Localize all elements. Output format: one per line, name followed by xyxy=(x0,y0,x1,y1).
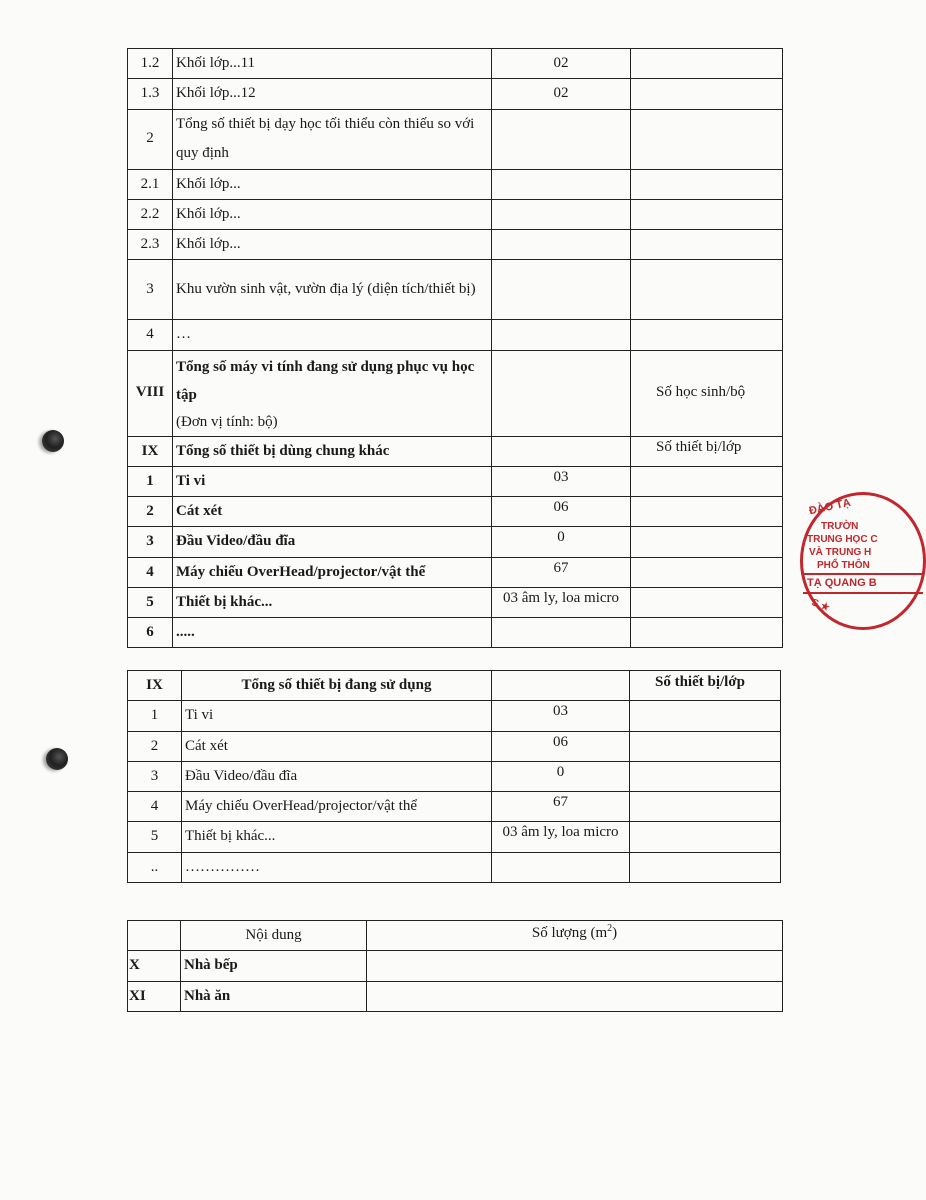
row-number: 2 xyxy=(128,497,173,527)
row-value xyxy=(492,169,631,199)
row-value: 03 xyxy=(492,466,631,496)
row-note: Số thiết bị/lớp xyxy=(631,436,783,466)
row-content: Đầu Video/đầu đĩa xyxy=(182,761,492,791)
row-number: 1.3 xyxy=(128,79,173,109)
row-number: 2 xyxy=(128,109,173,169)
row-value xyxy=(367,951,783,981)
row-content: Thiết bị khác... xyxy=(182,822,492,852)
header-note: Số thiết bị/lớp xyxy=(630,671,781,701)
row-content: Cát xét xyxy=(173,497,492,527)
row-note xyxy=(631,527,783,557)
row-value: 06 xyxy=(492,497,631,527)
stamp-text: TRƯỜN xyxy=(821,521,859,532)
row-content: … xyxy=(173,320,492,350)
row-note xyxy=(630,852,781,882)
table-row xyxy=(128,981,783,1011)
row-value xyxy=(492,199,631,229)
stamp-divider xyxy=(803,573,923,575)
row-note xyxy=(630,792,781,822)
row-value xyxy=(367,981,783,1011)
table-row xyxy=(128,466,783,496)
row-content: Tổng số thiết bị dạy học tối thiểu còn thiếu so với quy định xyxy=(173,109,492,169)
stamp-text: TRUNG HỌC C xyxy=(807,534,878,545)
table-row xyxy=(128,951,783,981)
row-number: 5 xyxy=(128,587,173,617)
row-number: 1 xyxy=(128,701,182,731)
row-content: Đầu Video/đầu đĩa xyxy=(173,527,492,557)
table-row xyxy=(128,527,783,557)
stamp-text: VÀ TRUNG H xyxy=(809,547,872,558)
row-value: 02 xyxy=(492,79,631,109)
row-number: 2.3 xyxy=(128,230,173,260)
table-header-row xyxy=(128,921,783,951)
row-number: 2.1 xyxy=(128,169,173,199)
table-row xyxy=(128,350,783,436)
row-value xyxy=(492,109,631,169)
row-value xyxy=(492,260,631,320)
stamp-text: ĐÀO TẠ xyxy=(808,496,852,518)
row-note xyxy=(630,701,781,731)
row-note xyxy=(631,466,783,496)
table-row xyxy=(128,731,781,761)
row-number: IX xyxy=(128,436,173,466)
row-value: 02 xyxy=(492,49,631,79)
table-row xyxy=(128,79,783,109)
row-content: Khối lớp...11 xyxy=(173,49,492,79)
header-value-text: Số lượng (m xyxy=(531,925,608,941)
row-value xyxy=(492,436,631,466)
row-number: 2 xyxy=(128,731,182,761)
table-row xyxy=(128,436,783,466)
stamp-text: TẠ QUANG B xyxy=(807,577,877,589)
row-number: 2.2 xyxy=(128,199,173,229)
header-value-end: ) xyxy=(612,925,618,941)
header-content: Nội dung xyxy=(181,921,367,951)
school-stamp xyxy=(800,492,926,630)
row-number: 4 xyxy=(128,320,173,350)
table-row xyxy=(128,320,783,350)
row-note xyxy=(630,731,781,761)
row-number: .. xyxy=(128,852,182,882)
table-row xyxy=(128,792,781,822)
table-row xyxy=(128,199,783,229)
row-content: Cát xét xyxy=(182,731,492,761)
table-row xyxy=(128,587,783,617)
row-note xyxy=(631,260,783,320)
row-content: Khối lớp...12 xyxy=(173,79,492,109)
row-value xyxy=(492,618,631,648)
row-content: Máy chiếu OverHead/projector/vật thể xyxy=(182,792,492,822)
row-content: Nhà ăn xyxy=(181,981,367,1011)
row-content: Ti vi xyxy=(173,466,492,496)
row-number: VIII xyxy=(128,350,173,436)
row-content: ..... xyxy=(173,618,492,648)
row-note xyxy=(631,169,783,199)
header-number: IX xyxy=(128,671,182,701)
row-note xyxy=(631,79,783,109)
row-number: X xyxy=(128,951,181,981)
stamp-text: PHỔ THÔN xyxy=(817,560,870,571)
header-value xyxy=(492,671,630,701)
row-note xyxy=(631,618,783,648)
header-number xyxy=(128,921,181,951)
row-number: 4 xyxy=(128,557,173,587)
row-note xyxy=(631,497,783,527)
row-content: Ti vi xyxy=(182,701,492,731)
row-content: Khối lớp... xyxy=(173,199,492,229)
table-row xyxy=(128,49,783,79)
header-content: Tổng số thiết bị đang sử dụng xyxy=(182,671,492,701)
row-content: Khu vườn sinh vật, vườn địa lý (diện tích/thiết bị) xyxy=(173,260,492,320)
row-note xyxy=(630,761,781,791)
section-title: Tổng số máy vi tính đang sử dụng phục vụ học tập xyxy=(176,358,475,403)
table-row xyxy=(128,701,781,731)
row-number: 1.2 xyxy=(128,49,173,79)
row-content: Tổng số thiết bị dùng chung khác xyxy=(173,436,492,466)
row-value xyxy=(492,852,630,882)
equipment-table-continued xyxy=(127,48,783,648)
table-row xyxy=(128,169,783,199)
row-value: 03 âm ly, loa micro xyxy=(492,587,631,617)
table-row xyxy=(128,260,783,320)
row-value xyxy=(492,230,631,260)
header-value xyxy=(367,921,783,951)
row-number: 3 xyxy=(128,260,173,320)
row-content: Máy chiếu OverHead/projector/vật thể xyxy=(173,557,492,587)
table-row xyxy=(128,497,783,527)
table-row xyxy=(128,852,781,882)
row-note xyxy=(631,320,783,350)
row-content xyxy=(173,350,492,436)
row-value: 67 xyxy=(492,792,630,822)
row-number: XI xyxy=(128,981,181,1011)
table-row xyxy=(128,618,783,648)
table-row xyxy=(128,822,781,852)
row-value xyxy=(492,320,631,350)
row-number: 3 xyxy=(128,761,182,791)
row-value xyxy=(492,350,631,436)
row-note xyxy=(630,822,781,852)
row-value: 0 xyxy=(492,527,631,557)
unit-note: (Đơn vị tính: bộ) xyxy=(176,413,278,430)
table-header-row xyxy=(128,671,781,701)
row-value: 67 xyxy=(492,557,631,587)
table-row xyxy=(128,230,783,260)
row-content: Nhà bếp xyxy=(181,951,367,981)
row-note: Số học sinh/bộ xyxy=(631,350,783,436)
punch-hole xyxy=(42,430,64,452)
punch-hole xyxy=(46,748,68,770)
header-value-sup: 2 xyxy=(607,923,613,934)
row-note xyxy=(631,199,783,229)
row-note xyxy=(631,49,783,79)
row-value: 03 xyxy=(492,701,630,731)
stamp-text: S ★ xyxy=(809,597,832,614)
row-content: Khối lớp... xyxy=(173,230,492,260)
row-value: 0 xyxy=(492,761,630,791)
row-note xyxy=(631,587,783,617)
equipment-in-use-table xyxy=(127,670,781,883)
row-note xyxy=(631,109,783,169)
row-number: 3 xyxy=(128,527,173,557)
row-note xyxy=(631,230,783,260)
stamp-divider xyxy=(803,592,923,594)
table-row xyxy=(128,761,781,791)
row-number: 5 xyxy=(128,822,182,852)
row-content: Khối lớp... xyxy=(173,169,492,199)
row-content: …………… xyxy=(182,852,492,882)
row-value: 03 âm ly, loa micro xyxy=(492,822,630,852)
table-row xyxy=(128,109,783,169)
row-value: 06 xyxy=(492,731,630,761)
row-note xyxy=(631,557,783,587)
row-number: 4 xyxy=(128,792,182,822)
facility-area-table xyxy=(127,920,783,1012)
row-number: 6 xyxy=(128,618,173,648)
row-content: Thiết bị khác... xyxy=(173,587,492,617)
table-row xyxy=(128,557,783,587)
row-number: 1 xyxy=(128,466,173,496)
